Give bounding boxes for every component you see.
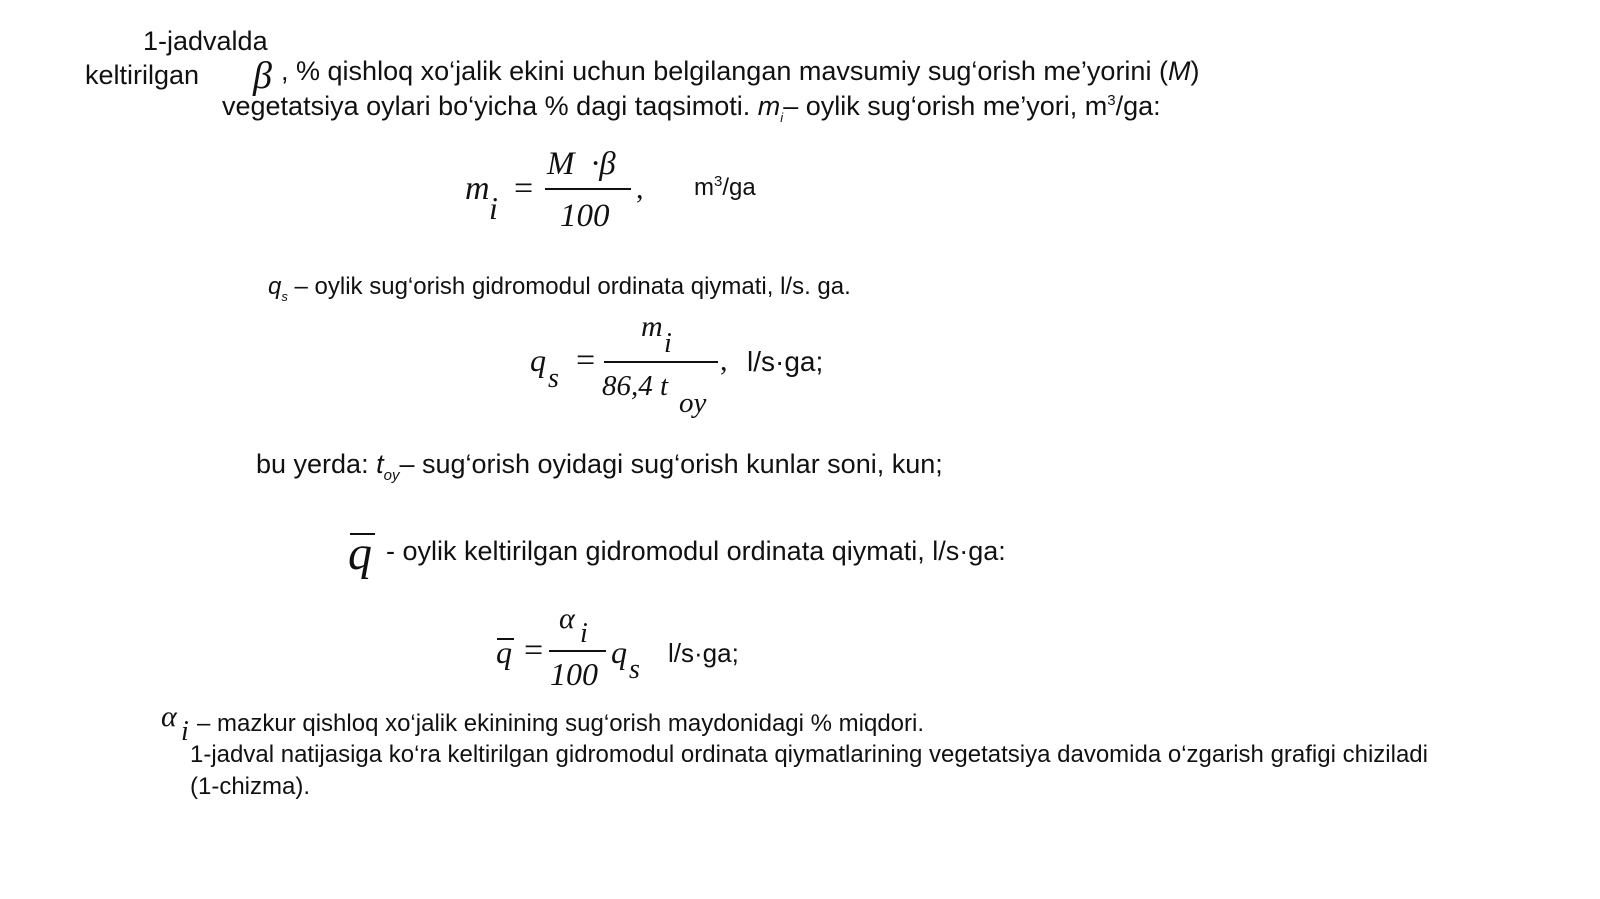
f3-lhs: q <box>496 634 512 670</box>
intro-line1 <box>281 58 1199 85</box>
f1-unit-end: /ga <box>722 174 756 201</box>
intro-line2-unit: /ga: <box>1115 91 1161 121</box>
f2-eq: = <box>576 342 596 379</box>
var-M: M <box>1167 56 1191 86</box>
beta-comma: , <box>281 56 289 86</box>
f2-fraction-line <box>604 361 718 363</box>
f3-fraction-line <box>549 650 606 652</box>
toy-definition <box>256 449 943 484</box>
toy-var: t <box>376 449 384 479</box>
beta-symbol: β <box>253 55 272 97</box>
qs-definition <box>268 273 851 304</box>
f2-unit: l/s·ga; <box>747 346 824 377</box>
f2-lhs: q <box>530 342 546 378</box>
f2-numerator-sub: i <box>664 328 672 359</box>
f3-factor: q <box>611 634 627 670</box>
conclusion-line-1: 1-jadval natijasiga ko‘ra keltirilgan gidromodul ordinata qiymatlarining vegetatsiya davomida o‘zgarish grafigi chiziladi <box>190 741 1428 768</box>
f2-numerator: m <box>641 310 663 343</box>
conclusion-line-2: (1-chizma). <box>190 773 311 800</box>
f1-unit-m: m <box>694 174 714 201</box>
f1-numerator: M ·β <box>547 146 616 182</box>
f1-eq: = <box>514 170 534 207</box>
intro-label-1: 1-jadvalda <box>143 26 268 56</box>
f1-unit <box>694 173 756 201</box>
f1-fraction-line <box>545 188 631 190</box>
f2-denominator: 86,4 t <box>602 370 669 402</box>
alpha-text: – mazkur qishloq xo‘jalik ekinining sug‘orish maydonidagi % miqdori. <box>197 710 925 737</box>
unit-sup: 3 <box>1107 92 1116 109</box>
intro-line1-close: ) <box>1190 56 1200 86</box>
alpha-var: α <box>161 700 177 733</box>
f2-lhs-sub: s <box>548 363 559 394</box>
f1-unit-sup: 3 <box>714 173 723 190</box>
intro-line2-def: – oylik sug‘orish me’yori, m <box>783 91 1108 121</box>
f2-denominator-sub: oy <box>679 387 707 419</box>
var-m-sub: i <box>780 110 784 125</box>
toy-prefix: bu yerda: <box>256 449 369 479</box>
alpha-sub: i <box>181 716 189 747</box>
intro-line1-text: % qishloq xo‘jalik ekini uchun belgilangan mavsumiy sug‘orish me’yorini ( <box>296 56 1168 86</box>
f1-denominator: 100 <box>560 198 610 234</box>
qbar-var: q <box>348 527 372 580</box>
f1-lhs: m <box>465 170 490 207</box>
intro-label-2: keltirilgan <box>85 60 200 90</box>
f1-comma: , <box>636 172 644 205</box>
toy-sub: oy <box>383 467 400 484</box>
f1-lhs-sub: i <box>489 190 498 226</box>
qbar-text: - oylik keltirilgan gidromodul ordinata qiymati, l/s·ga: <box>386 536 1006 566</box>
f3-factor-sub: s <box>629 654 640 685</box>
qs-text: – oylik sug‘orish gidromodul ordinata qiymati, l/s. ga. <box>294 273 851 300</box>
qs-var: q <box>268 273 282 300</box>
f3-eq: = <box>524 632 544 669</box>
f3-numerator: α <box>559 602 575 635</box>
toy-text: – sug‘orish oyidagi sug‘orish kunlar soni, kun; <box>399 449 943 479</box>
var-m: m <box>757 91 781 121</box>
f3-denominator: 100 <box>550 656 598 692</box>
f3-numerator-sub: i <box>580 618 588 649</box>
qs-sub: s <box>281 289 288 304</box>
intro-line2 <box>222 91 1161 125</box>
f2-comma: , <box>720 344 728 377</box>
intro-line2-text: vegetatsiya oylari bo‘yicha % dagi taqsimoti. <box>222 91 751 121</box>
f3-unit: l/s·ga; <box>668 638 739 668</box>
